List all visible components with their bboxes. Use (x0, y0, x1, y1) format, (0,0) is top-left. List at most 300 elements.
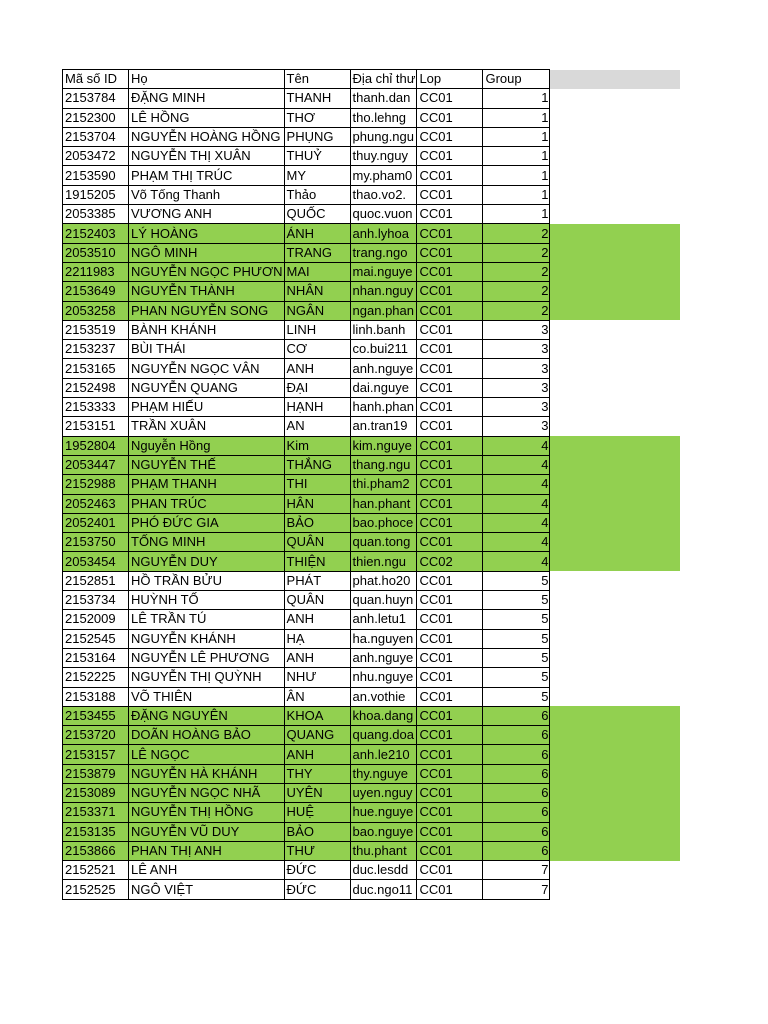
cell-email[interactable]: ha.nguyen (350, 629, 417, 648)
cell-email[interactable]: thu.phant (350, 841, 417, 860)
extension-cell[interactable] (550, 301, 681, 320)
cell-lop[interactable]: CC01 (417, 320, 483, 339)
cell-group[interactable]: 4 (483, 436, 550, 455)
cell-id[interactable]: 2153371 (63, 803, 129, 822)
cell-lop[interactable]: CC01 (417, 282, 483, 301)
cell-ten[interactable]: THY (284, 764, 350, 783)
cell-id[interactable]: 1952804 (63, 436, 129, 455)
extension-cell[interactable] (550, 745, 681, 764)
cell-id[interactable]: 2153519 (63, 320, 129, 339)
cell-id[interactable]: 2153879 (63, 764, 129, 783)
cell-ho[interactable]: HỒ TRẦN BỬU (129, 571, 285, 590)
cell-group[interactable]: 1 (483, 205, 550, 224)
cell-ten[interactable]: BẢO (284, 822, 350, 841)
cell-ho[interactable]: NGÔ MINH (129, 243, 285, 262)
cell-ho[interactable]: NGUYỄN THỊ QUỲNH (129, 668, 285, 687)
cell-email[interactable]: dai.nguye (350, 378, 417, 397)
cell-ten[interactable]: QUÂN (284, 591, 350, 610)
cell-group[interactable]: 6 (483, 764, 550, 783)
cell-ho[interactable]: NGUYỄN LÊ PHƯƠNG (129, 648, 285, 667)
cell-id[interactable]: 2153089 (63, 783, 129, 802)
cell-email[interactable]: thy.nguye (350, 764, 417, 783)
extension-cell[interactable] (550, 610, 681, 629)
cell-email[interactable]: my.pham0 (350, 166, 417, 185)
cell-lop[interactable]: CC01 (417, 668, 483, 687)
cell-id[interactable]: 2152521 (63, 861, 129, 880)
cell-id[interactable]: 2153649 (63, 282, 129, 301)
cell-group[interactable]: 3 (483, 359, 550, 378)
cell-ten[interactable]: ANH (284, 648, 350, 667)
extension-cell[interactable] (550, 455, 681, 474)
cell-group[interactable]: 5 (483, 571, 550, 590)
cell-lop[interactable]: CC01 (417, 185, 483, 204)
extension-cell[interactable] (550, 224, 681, 243)
header-cell-ho[interactable]: Họ (129, 70, 285, 89)
cell-group[interactable]: 6 (483, 726, 550, 745)
cell-group[interactable]: 7 (483, 861, 550, 880)
cell-ho[interactable]: NGUYỄN HOÀNG HỒNG (129, 127, 285, 146)
extension-cell[interactable] (550, 320, 681, 339)
cell-group[interactable]: 5 (483, 629, 550, 648)
cell-ten[interactable]: KHOA (284, 706, 350, 725)
cell-ten[interactable]: MAI (284, 262, 350, 281)
cell-lop[interactable]: CC01 (417, 533, 483, 552)
cell-id[interactable]: 2152225 (63, 668, 129, 687)
extension-cell[interactable] (550, 494, 681, 513)
cell-lop[interactable]: CC01 (417, 571, 483, 590)
cell-group[interactable]: 2 (483, 301, 550, 320)
cell-lop[interactable]: CC01 (417, 726, 483, 745)
cell-group[interactable]: 5 (483, 610, 550, 629)
cell-email[interactable]: anh.letu1 (350, 610, 417, 629)
cell-group[interactable]: 1 (483, 185, 550, 204)
cell-ho[interactable]: NGUYỄN NGỌC PHƯƠN (129, 262, 285, 281)
cell-id[interactable]: 2153135 (63, 822, 129, 841)
cell-ho[interactable]: Võ Tống Thanh (129, 185, 285, 204)
cell-ten[interactable]: LINH (284, 320, 350, 339)
cell-id[interactable]: 2052401 (63, 513, 129, 532)
cell-group[interactable]: 1 (483, 89, 550, 108)
cell-group[interactable]: 4 (483, 533, 550, 552)
header-cell-id[interactable]: Mã số ID (63, 70, 129, 89)
cell-id[interactable]: 2153750 (63, 533, 129, 552)
extension-cell[interactable] (550, 552, 681, 571)
cell-lop[interactable]: CC01 (417, 706, 483, 725)
cell-group[interactable]: 6 (483, 783, 550, 802)
cell-email[interactable]: nhu.nguye (350, 668, 417, 687)
cell-ten[interactable]: PHỤNG (284, 127, 350, 146)
cell-lop[interactable]: CC01 (417, 340, 483, 359)
cell-group[interactable]: 3 (483, 378, 550, 397)
cell-group[interactable]: 4 (483, 475, 550, 494)
extension-cell[interactable] (550, 127, 681, 146)
extension-cell[interactable] (550, 243, 681, 262)
cell-lop[interactable]: CC01 (417, 455, 483, 474)
cell-id[interactable]: 2152403 (63, 224, 129, 243)
cell-email[interactable]: thang.ngu (350, 455, 417, 474)
cell-id[interactable]: 2153188 (63, 687, 129, 706)
cell-email[interactable]: bao.nguye (350, 822, 417, 841)
cell-id[interactable]: 2152498 (63, 378, 129, 397)
cell-lop[interactable]: CC01 (417, 745, 483, 764)
cell-id[interactable]: 2153734 (63, 591, 129, 610)
cell-group[interactable]: 1 (483, 147, 550, 166)
cell-ten[interactable]: ANH (284, 610, 350, 629)
cell-group[interactable]: 6 (483, 745, 550, 764)
cell-ten[interactable]: THI (284, 475, 350, 494)
cell-email[interactable]: bao.phoce (350, 513, 417, 532)
cell-lop[interactable]: CC01 (417, 89, 483, 108)
cell-group[interactable]: 5 (483, 591, 550, 610)
extension-cell[interactable] (550, 783, 681, 802)
cell-group[interactable]: 4 (483, 494, 550, 513)
cell-lop[interactable]: CC01 (417, 610, 483, 629)
cell-id[interactable]: 2052463 (63, 494, 129, 513)
cell-ten[interactable]: PHÁT (284, 571, 350, 590)
cell-ten[interactable]: QUỐC (284, 205, 350, 224)
extension-cell[interactable] (550, 185, 681, 204)
cell-id[interactable]: 2152988 (63, 475, 129, 494)
extension-cell[interactable] (550, 706, 681, 725)
extension-cell[interactable] (550, 726, 681, 745)
cell-lop[interactable]: CC01 (417, 861, 483, 880)
header-cell-group[interactable]: Group (483, 70, 550, 89)
cell-ho[interactable]: PHAN TRÚC (129, 494, 285, 513)
cell-group[interactable]: 1 (483, 127, 550, 146)
cell-email[interactable]: hue.nguye (350, 803, 417, 822)
cell-group[interactable]: 3 (483, 417, 550, 436)
cell-email[interactable]: thanh.dan (350, 89, 417, 108)
cell-lop[interactable]: CC01 (417, 243, 483, 262)
cell-lop[interactable]: CC01 (417, 127, 483, 146)
extension-cell[interactable] (550, 764, 681, 783)
header-extension-cell[interactable] (550, 70, 681, 89)
cell-ho[interactable]: NGUYỄN THÀNH (129, 282, 285, 301)
extension-cell[interactable] (550, 591, 681, 610)
cell-ten[interactable]: ĐỨC (284, 861, 350, 880)
cell-email[interactable]: anh.lyhoa (350, 224, 417, 243)
cell-lop[interactable]: CC01 (417, 205, 483, 224)
extension-cell[interactable] (550, 533, 681, 552)
cell-email[interactable]: quang.doa (350, 726, 417, 745)
cell-ho[interactable]: NGUYỄN THỊ XUÂN (129, 147, 285, 166)
cell-lop[interactable]: CC01 (417, 417, 483, 436)
cell-ten[interactable]: THUỶ (284, 147, 350, 166)
cell-id[interactable]: 2153455 (63, 706, 129, 725)
cell-email[interactable]: anh.le210 (350, 745, 417, 764)
extension-cell[interactable] (550, 166, 681, 185)
cell-lop[interactable]: CC01 (417, 494, 483, 513)
cell-ten[interactable]: CƠ (284, 340, 350, 359)
cell-group[interactable]: 5 (483, 687, 550, 706)
cell-ho[interactable]: LÊ NGỌC (129, 745, 285, 764)
cell-lop[interactable]: CC01 (417, 841, 483, 860)
extension-cell[interactable] (550, 89, 681, 108)
cell-ho[interactable]: NGUYỄN DUY (129, 552, 285, 571)
cell-id[interactable]: 1915205 (63, 185, 129, 204)
cell-group[interactable]: 2 (483, 282, 550, 301)
cell-ho[interactable]: BÙI THÁI (129, 340, 285, 359)
cell-group[interactable]: 1 (483, 166, 550, 185)
cell-ho[interactable]: NGUYỄN NGỌC NHÃ (129, 783, 285, 802)
cell-id[interactable]: 2153151 (63, 417, 129, 436)
cell-group[interactable]: 3 (483, 398, 550, 417)
cell-email[interactable]: kim.nguye (350, 436, 417, 455)
cell-ten[interactable]: QUANG (284, 726, 350, 745)
extension-cell[interactable] (550, 147, 681, 166)
cell-lop[interactable]: CC01 (417, 687, 483, 706)
cell-email[interactable]: hanh.phan (350, 398, 417, 417)
extension-cell[interactable] (550, 262, 681, 281)
cell-ten[interactable]: ÂN (284, 687, 350, 706)
cell-group[interactable]: 4 (483, 552, 550, 571)
cell-group[interactable]: 6 (483, 822, 550, 841)
cell-ten[interactable]: ĐỨC (284, 880, 350, 899)
cell-lop[interactable]: CC01 (417, 436, 483, 455)
cell-ho[interactable]: VƯƠNG ANH (129, 205, 285, 224)
cell-ho[interactable]: TỐNG MINH (129, 533, 285, 552)
cell-lop[interactable]: CC01 (417, 764, 483, 783)
extension-cell[interactable] (550, 629, 681, 648)
cell-ho[interactable]: BÀNH KHÁNH (129, 320, 285, 339)
cell-ten[interactable]: THIỆN (284, 552, 350, 571)
cell-lop[interactable]: CC01 (417, 262, 483, 281)
cell-lop[interactable]: CC01 (417, 398, 483, 417)
cell-id[interactable]: 2053385 (63, 205, 129, 224)
cell-group[interactable]: 2 (483, 224, 550, 243)
cell-group[interactable]: 2 (483, 262, 550, 281)
cell-group[interactable]: 4 (483, 513, 550, 532)
cell-email[interactable]: thuy.nguy (350, 147, 417, 166)
cell-email[interactable]: khoa.dang (350, 706, 417, 725)
cell-group[interactable]: 5 (483, 668, 550, 687)
extension-cell[interactable] (550, 803, 681, 822)
cell-lop[interactable]: CC01 (417, 475, 483, 494)
cell-id[interactable]: 2152545 (63, 629, 129, 648)
cell-lop[interactable]: CC01 (417, 166, 483, 185)
cell-group[interactable]: 7 (483, 880, 550, 899)
cell-id[interactable]: 2153157 (63, 745, 129, 764)
extension-cell[interactable] (550, 861, 681, 880)
cell-ten[interactable]: THẮNG (284, 455, 350, 474)
cell-id[interactable]: 2153590 (63, 166, 129, 185)
cell-ho[interactable]: PHẠM HIẾU (129, 398, 285, 417)
cell-lop[interactable]: CC01 (417, 591, 483, 610)
cell-email[interactable]: trang.ngo (350, 243, 417, 262)
cell-id[interactable]: 2053472 (63, 147, 129, 166)
extension-cell[interactable] (550, 648, 681, 667)
cell-email[interactable]: an.tran19 (350, 417, 417, 436)
cell-ten[interactable]: THƠ (284, 108, 350, 127)
cell-ten[interactable]: THANH (284, 89, 350, 108)
header-cell-email[interactable]: Địa chỉ thư (350, 70, 417, 89)
cell-email[interactable]: quan.tong (350, 533, 417, 552)
cell-id[interactable]: 2053447 (63, 455, 129, 474)
cell-ten[interactable]: HẠNH (284, 398, 350, 417)
cell-ho[interactable]: TRẦN XUÂN (129, 417, 285, 436)
cell-ten[interactable]: QUÂN (284, 533, 350, 552)
extension-cell[interactable] (550, 340, 681, 359)
cell-ten[interactable]: ANH (284, 745, 350, 764)
cell-id[interactable]: 2153165 (63, 359, 129, 378)
cell-email[interactable]: quoc.vuon (350, 205, 417, 224)
cell-id[interactable]: 2153720 (63, 726, 129, 745)
cell-id[interactable]: 2053454 (63, 552, 129, 571)
cell-ho[interactable]: VÕ THIÊN (129, 687, 285, 706)
cell-lop[interactable]: CC01 (417, 378, 483, 397)
cell-group[interactable]: 4 (483, 455, 550, 474)
extension-cell[interactable] (550, 282, 681, 301)
cell-ho[interactable]: NGUYỄN VŨ DUY (129, 822, 285, 841)
cell-ho[interactable]: Nguyễn Hồng (129, 436, 285, 455)
cell-email[interactable]: thi.pham2 (350, 475, 417, 494)
cell-lop[interactable]: CC01 (417, 147, 483, 166)
cell-ho[interactable]: ĐẶNG NGUYÊN (129, 706, 285, 725)
cell-ho[interactable]: DOÃN HOÀNG BẢO (129, 726, 285, 745)
cell-ten[interactable]: NHƯ (284, 668, 350, 687)
cell-ho[interactable]: PHÓ ĐỨC GIA (129, 513, 285, 532)
cell-group[interactable]: 3 (483, 340, 550, 359)
cell-lop[interactable]: CC01 (417, 822, 483, 841)
extension-cell[interactable] (550, 108, 681, 127)
extension-cell[interactable] (550, 668, 681, 687)
extension-cell[interactable] (550, 880, 681, 899)
cell-email[interactable]: thien.ngu (350, 552, 417, 571)
extension-cell[interactable] (550, 687, 681, 706)
cell-email[interactable]: han.phant (350, 494, 417, 513)
cell-email[interactable]: quan.huyn (350, 591, 417, 610)
cell-group[interactable]: 6 (483, 706, 550, 725)
cell-group[interactable]: 1 (483, 108, 550, 127)
cell-lop[interactable]: CC01 (417, 108, 483, 127)
cell-id[interactable]: 2152300 (63, 108, 129, 127)
cell-ho[interactable]: LÊ ANH (129, 861, 285, 880)
cell-lop[interactable]: CC01 (417, 880, 483, 899)
cell-ten[interactable]: ĐẠI (284, 378, 350, 397)
cell-ho[interactable]: NGUYỄN THỊ HỒNG (129, 803, 285, 822)
cell-email[interactable]: uyen.nguy (350, 783, 417, 802)
cell-id[interactable]: 2211983 (63, 262, 129, 281)
cell-ten[interactable]: Kim (284, 436, 350, 455)
cell-id[interactable]: 2152009 (63, 610, 129, 629)
extension-cell[interactable] (550, 513, 681, 532)
extension-cell[interactable] (550, 841, 681, 860)
extension-cell[interactable] (550, 359, 681, 378)
cell-ten[interactable]: HẠ (284, 629, 350, 648)
cell-email[interactable]: tho.lehng (350, 108, 417, 127)
cell-ho[interactable]: LÝ HOÀNG (129, 224, 285, 243)
extension-cell[interactable] (550, 205, 681, 224)
extension-cell[interactable] (550, 398, 681, 417)
cell-ho[interactable]: LÊ HỒNG (129, 108, 285, 127)
cell-email[interactable]: an.vothie (350, 687, 417, 706)
cell-email[interactable]: ngan.phan (350, 301, 417, 320)
cell-ho[interactable]: ĐẶNG MINH (129, 89, 285, 108)
cell-id[interactable]: 2153866 (63, 841, 129, 860)
cell-lop[interactable]: CC01 (417, 783, 483, 802)
cell-email[interactable]: co.bui211 (350, 340, 417, 359)
cell-group[interactable]: 3 (483, 320, 550, 339)
cell-id[interactable]: 2153237 (63, 340, 129, 359)
cell-ten[interactable]: BẢO (284, 513, 350, 532)
cell-id[interactable]: 2153164 (63, 648, 129, 667)
cell-ten[interactable]: ÁNH (284, 224, 350, 243)
cell-ho[interactable]: NGUYỄN THẾ (129, 455, 285, 474)
cell-ten[interactable]: TRANG (284, 243, 350, 262)
cell-email[interactable]: phat.ho20 (350, 571, 417, 590)
cell-email[interactable]: anh.nguye (350, 648, 417, 667)
cell-group[interactable]: 5 (483, 648, 550, 667)
cell-id[interactable]: 2153704 (63, 127, 129, 146)
cell-ho[interactable]: PHAN NGUYỄN SONG (129, 301, 285, 320)
cell-email[interactable]: linh.banh (350, 320, 417, 339)
cell-ho[interactable]: HUỲNH TỐ (129, 591, 285, 610)
cell-group[interactable]: 6 (483, 841, 550, 860)
cell-lop[interactable]: CC01 (417, 359, 483, 378)
cell-lop[interactable]: CC01 (417, 513, 483, 532)
cell-ten[interactable]: NHÂN (284, 282, 350, 301)
cell-lop[interactable]: CC01 (417, 629, 483, 648)
cell-email[interactable]: phung.ngu (350, 127, 417, 146)
cell-ten[interactable]: HÂN (284, 494, 350, 513)
cell-ho[interactable]: NGUYỄN KHÁNH (129, 629, 285, 648)
cell-group[interactable]: 2 (483, 243, 550, 262)
header-cell-ten[interactable]: Tên (284, 70, 350, 89)
cell-id[interactable]: 2152851 (63, 571, 129, 590)
cell-email[interactable]: duc.ngo11 (350, 880, 417, 899)
cell-id[interactable]: 2153784 (63, 89, 129, 108)
cell-email[interactable]: nhan.nguy (350, 282, 417, 301)
cell-email[interactable]: thao.vo2. (350, 185, 417, 204)
cell-lop[interactable]: CC02 (417, 552, 483, 571)
cell-ten[interactable]: Thảo (284, 185, 350, 204)
cell-id[interactable]: 2053258 (63, 301, 129, 320)
cell-ten[interactable]: HUỆ (284, 803, 350, 822)
cell-email[interactable]: anh.nguye (350, 359, 417, 378)
cell-ho[interactable]: NGÔ VIỆT (129, 880, 285, 899)
cell-lop[interactable]: CC01 (417, 803, 483, 822)
extension-cell[interactable] (550, 571, 681, 590)
cell-ho[interactable]: PHAN THỊ ANH (129, 841, 285, 860)
cell-ten[interactable]: NGÂN (284, 301, 350, 320)
cell-ho[interactable]: PHẠM THỊ TRÚC (129, 166, 285, 185)
cell-id[interactable]: 2053510 (63, 243, 129, 262)
cell-ten[interactable]: THƯ (284, 841, 350, 860)
cell-ten[interactable]: AN (284, 417, 350, 436)
cell-ho[interactable]: NGUYỄN NGỌC VÂN (129, 359, 285, 378)
cell-ho[interactable]: NGUYỄN HÀ KHÁNH (129, 764, 285, 783)
extension-cell[interactable] (550, 822, 681, 841)
cell-id[interactable]: 2153333 (63, 398, 129, 417)
extension-cell[interactable] (550, 475, 681, 494)
cell-group[interactable]: 6 (483, 803, 550, 822)
extension-cell[interactable] (550, 417, 681, 436)
cell-email[interactable]: mai.nguye (350, 262, 417, 281)
cell-lop[interactable]: CC01 (417, 648, 483, 667)
cell-ten[interactable]: ANH (284, 359, 350, 378)
extension-cell[interactable] (550, 436, 681, 455)
cell-ho[interactable]: PHẠM THANH (129, 475, 285, 494)
cell-lop[interactable]: CC01 (417, 224, 483, 243)
cell-ho[interactable]: NGUYỄN QUANG (129, 378, 285, 397)
extension-cell[interactable] (550, 378, 681, 397)
cell-id[interactable]: 2152525 (63, 880, 129, 899)
header-cell-lop[interactable]: Lop (417, 70, 483, 89)
cell-email[interactable]: duc.lesdd (350, 861, 417, 880)
cell-ten[interactable]: MY (284, 166, 350, 185)
cell-ten[interactable]: UYÊN (284, 783, 350, 802)
cell-lop[interactable]: CC01 (417, 301, 483, 320)
